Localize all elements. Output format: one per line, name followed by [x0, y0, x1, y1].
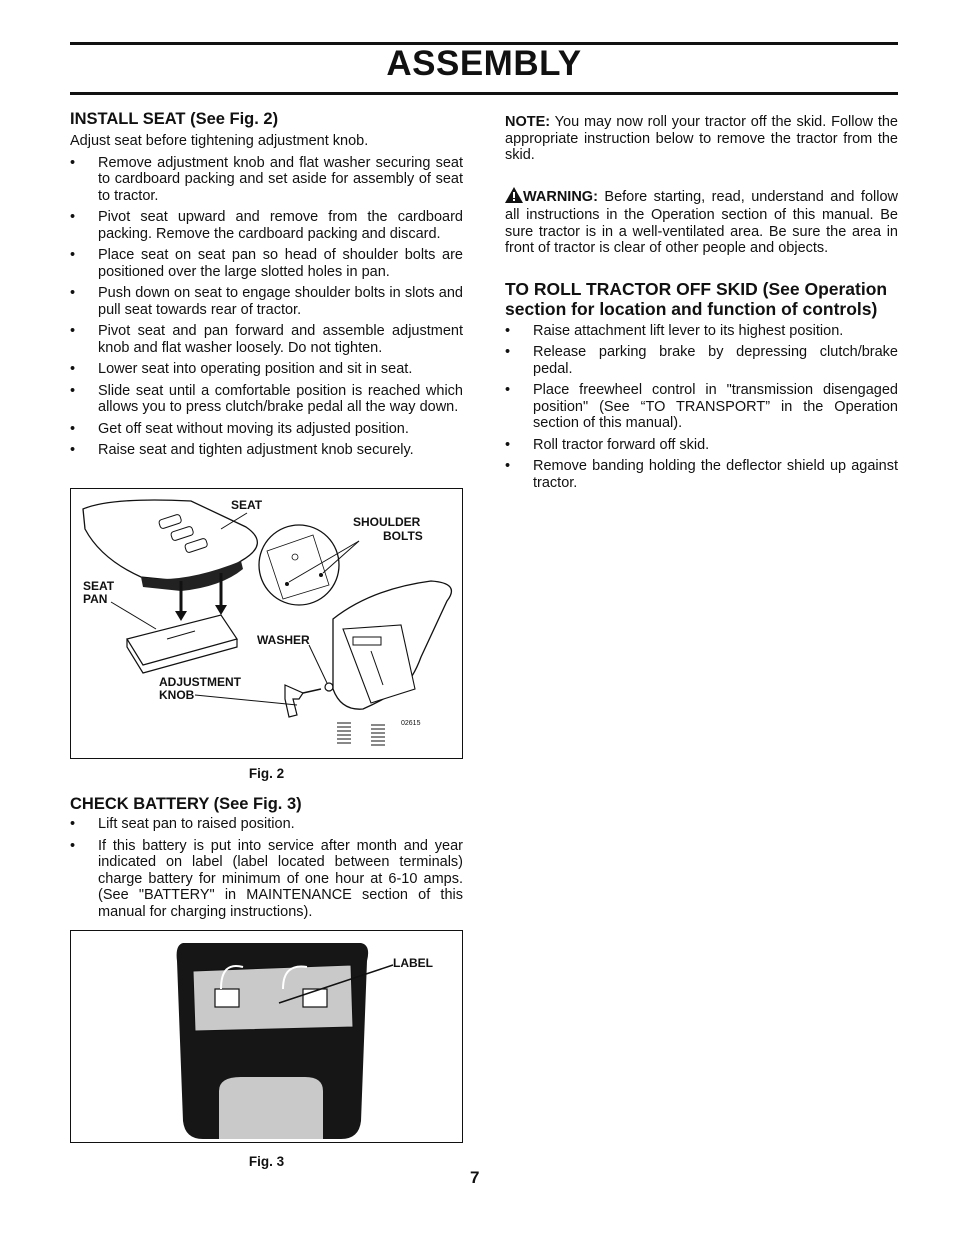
- figure-code: 02615: [401, 720, 421, 727]
- adjustment-knob-label-1: ADJUSTMENT: [159, 675, 242, 689]
- seat-label: SEAT: [231, 498, 263, 512]
- right-column: [505, 114, 898, 496]
- roll-tractor-steps: [505, 323, 898, 492]
- shoulder-bolts-label-1: SHOULDER: [353, 515, 421, 529]
- page-number: 7: [470, 1168, 480, 1187]
- note-paragraph: [505, 114, 898, 164]
- title-rule: [70, 92, 898, 95]
- washer-label: WASHER: [257, 633, 310, 647]
- list-item: • Lower seat into operating position and sit in seat.: [70, 361, 463, 378]
- install-seat-intro: Adjust seat before tightening adjustment knob.: [70, 133, 369, 149]
- left-column: [70, 110, 463, 464]
- list-item: • Get off seat without moving its adjusted position.: [70, 421, 463, 438]
- list-item: • If this battery is put into service after month and year indicated on label (label located between terminals) charge battery for minimum of one hour at 6-10 amps. (See "BATTERY" in MAINTENANCE section of this manual for charging instructions).: [70, 838, 463, 921]
- page-title: ASSEMBLY: [386, 44, 582, 83]
- list-item: • Pivot seat and pan forward and assemble adjustment knob and flat washer loosely. Do not tighten.: [70, 323, 463, 356]
- battery-label-text: LABEL: [393, 956, 433, 970]
- list-item: • Release parking brake by depressing clutch/brake pedal.: [505, 344, 898, 377]
- fig2-caption: Fig. 2: [248, 766, 285, 781]
- list-item: • Raise attachment lift lever to its highest position.: [505, 323, 898, 340]
- seat-pan-label-2: PAN: [83, 592, 108, 606]
- list-item: • Remove adjustment knob and flat washer securing seat to cardboard packing and set aside for assembly of seat to tractor.: [70, 155, 463, 205]
- list-item: • Lift seat pan to raised position.: [70, 816, 463, 833]
- check-battery-heading: CHECK BATTERY (See Fig. 3): [70, 795, 302, 813]
- warning-paragraph: [505, 187, 898, 257]
- list-item: • Push down on seat to engage shoulder bolts in slots and pull seat towards rear of tractor.: [70, 285, 463, 318]
- adjustment-knob-label-2: KNOB: [159, 688, 195, 702]
- battery-drawing: [71, 931, 461, 1141]
- fig2-illustration: [70, 488, 463, 759]
- list-item: • Place seat on seat pan so head of shoulder bolts are positioned over the large slotted holes in pan.: [70, 247, 463, 280]
- list-item: • Roll tractor forward off skid.: [505, 437, 898, 454]
- warning-triangle-icon: [505, 187, 523, 208]
- shoulder-bolts-label-2: BOLTS: [383, 529, 423, 543]
- seat-assembly-drawing: [71, 489, 461, 757]
- note-text: You may now roll your tractor off the skid. Follow the appropriate instruction below to remove the tractor from the skid.: [505, 114, 898, 163]
- fig3-illustration: [70, 930, 463, 1143]
- list-item: • Pivot seat upward and remove from the cardboard packing. Remove the cardboard packing and discard.: [70, 209, 463, 242]
- install-seat-heading: INSTALL SEAT (See Fig. 2): [70, 110, 279, 128]
- check-battery-section: [70, 795, 463, 925]
- seat-pan-label-1: SEAT: [83, 579, 115, 593]
- list-item: • Slide seat until a comfortable position is reached which allows you to press clutch/brake pedal all the way down.: [70, 383, 463, 416]
- note-label: NOTE:: [505, 114, 551, 130]
- roll-tractor-heading: TO ROLL TRACTOR OFF SKID (See Operation section for location and function of controls): [505, 278, 888, 319]
- check-battery-steps: [70, 816, 463, 920]
- list-item: • Remove banding holding the deflector shield up against tractor.: [505, 458, 898, 491]
- install-seat-steps: [70, 155, 463, 459]
- warning-label: WARNING:: [523, 188, 598, 205]
- list-item: • Raise seat and tighten adjustment knob securely.: [70, 442, 463, 459]
- list-item: • Place freewheel control in "transmission disengaged position" (See “TO TRANSPORT” in the Operation section of this manual).: [505, 382, 898, 432]
- fig3-caption: Fig. 3: [248, 1154, 285, 1169]
- warning-text: Before starting, read, understand and follow all instructions in the Operation section of this manual. Be sure tractor is in a well-ventilated area. Be sure the area in front of tractor is clear of other people and objects.: [505, 188, 898, 256]
